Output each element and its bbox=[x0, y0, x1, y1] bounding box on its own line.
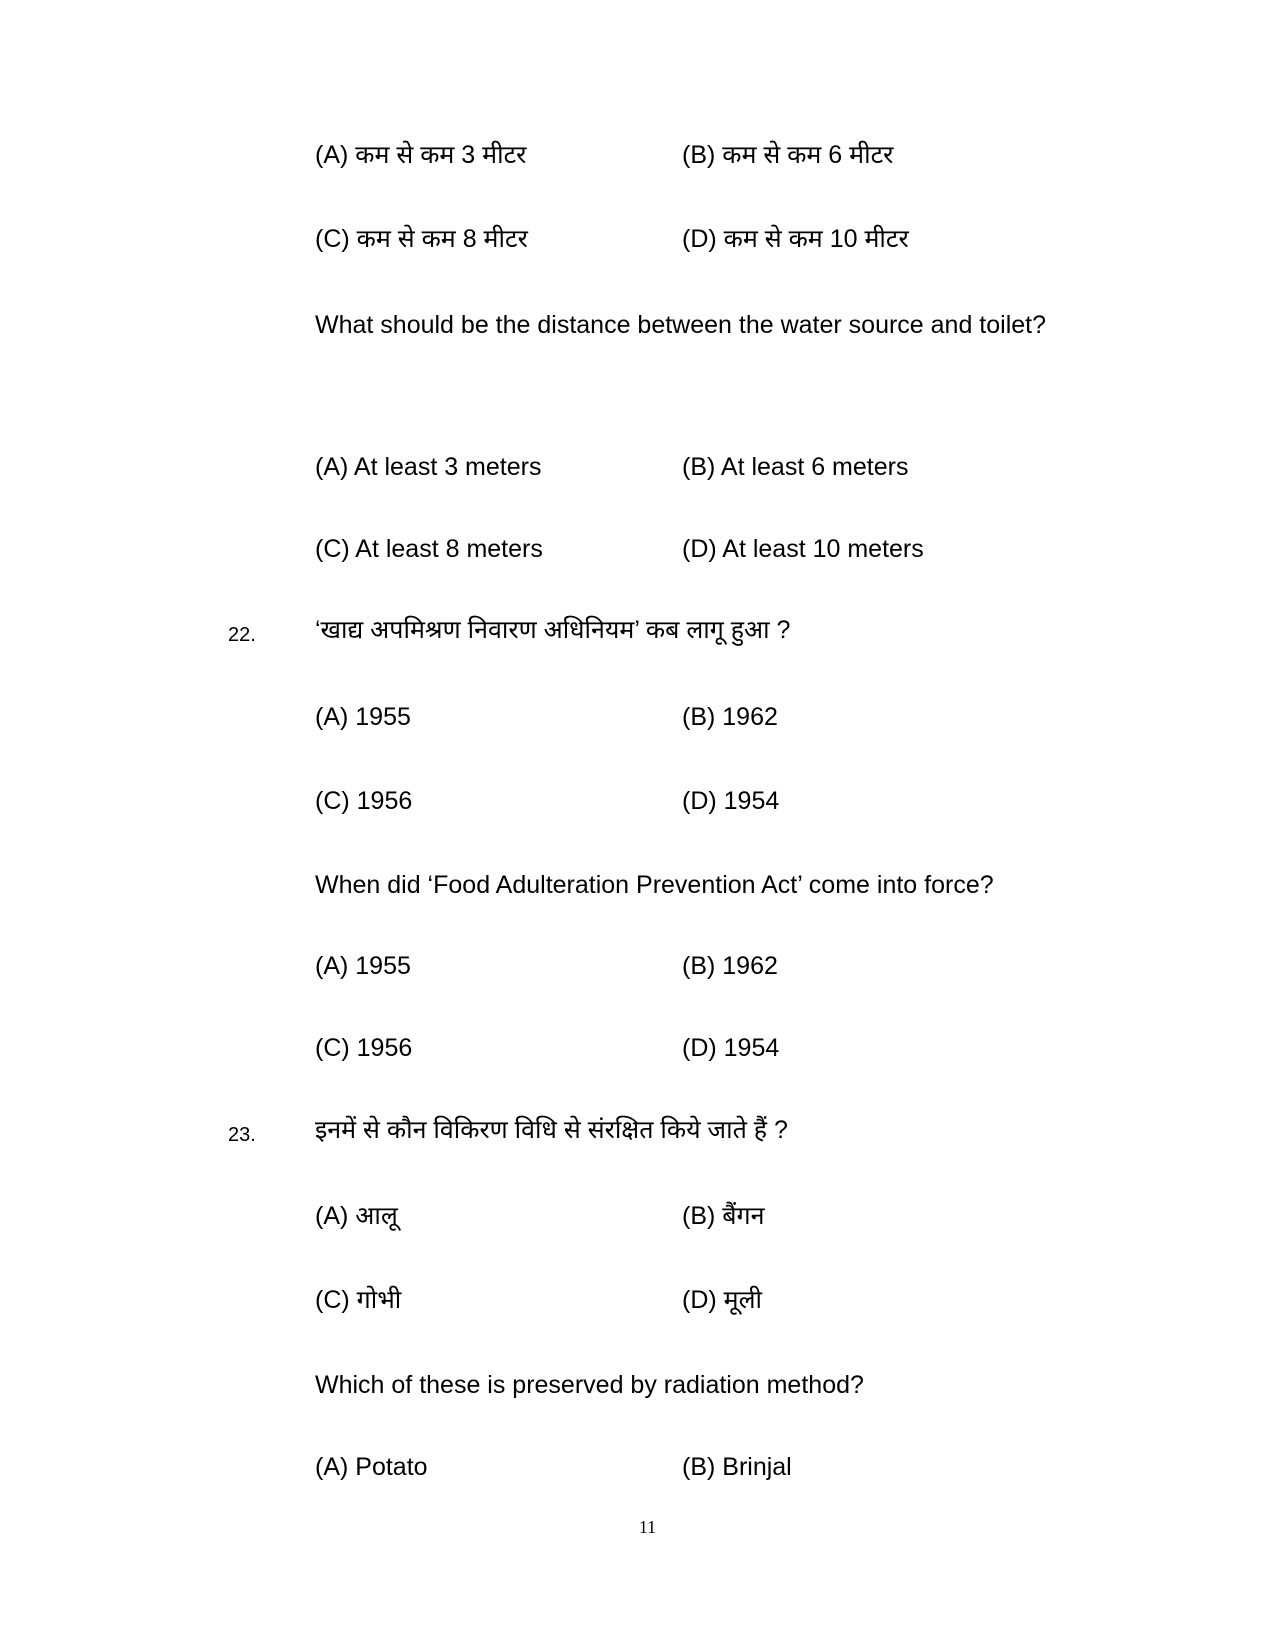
page-number: 11 bbox=[638, 1517, 657, 1537]
q23-number: 23. bbox=[228, 1124, 256, 1146]
q21-en-question: What should be the distance between the water source and toilet? bbox=[315, 311, 1047, 339]
q22-hi-option-d: (D) 1954 bbox=[682, 787, 780, 815]
q21-en-option-a: (A) At least 3 meters bbox=[315, 453, 542, 481]
q21-hi-option-c: (C) कम से कम 8 मीटर bbox=[315, 225, 528, 253]
q22-en-question: When did ‘Food Adulteration Prevention Act’ come into force? bbox=[315, 871, 994, 899]
q23-en-option-a: (A) Potato bbox=[315, 1453, 428, 1481]
q23-en-option-b: (B) Brinjal bbox=[682, 1453, 792, 1481]
q22-hi-option-b: (B) 1962 bbox=[682, 703, 778, 731]
q22-en-option-c: (C) 1956 bbox=[315, 1034, 413, 1062]
q22-en-option-b: (B) 1962 bbox=[682, 952, 778, 980]
q21-hi-option-b: (B) कम से कम 6 मीटर bbox=[682, 141, 894, 169]
q23-en-question: Which of these is preserved by radiation method? bbox=[315, 1371, 864, 1399]
q23-hi-option-b: (B) बैंगन bbox=[682, 1202, 765, 1230]
q21-en-option-b: (B) At least 6 meters bbox=[682, 453, 909, 481]
q23-hi-option-a: (A) आलू bbox=[315, 1202, 398, 1230]
q22-en-option-d: (D) 1954 bbox=[682, 1034, 780, 1062]
q21-en-option-d: (D) At least 10 meters bbox=[682, 535, 924, 563]
q23-hi-option-d: (D) मूली bbox=[682, 1286, 763, 1314]
q22-number: 22. bbox=[228, 624, 256, 646]
q23-hi-option-c: (C) गोभी bbox=[315, 1286, 402, 1314]
q22-hi-option-a: (A) 1955 bbox=[315, 703, 411, 731]
q21-hi-option-d: (D) कम से कम 10 मीटर bbox=[682, 225, 909, 253]
q21-en-option-c: (C) At least 8 meters bbox=[315, 535, 543, 563]
q23-hi-question: इनमें से कौन विकिरण विधि से संरक्षित किये जाते हैं ? bbox=[315, 1116, 788, 1144]
q22-en-option-a: (A) 1955 bbox=[315, 952, 411, 980]
q21-hi-option-a: (A) कम से कम 3 मीटर bbox=[315, 141, 527, 169]
q22-hi-question: ‘खाद्य अपमिश्रण निवारण अधिनियम’ कब लागू हुआ ? bbox=[315, 616, 791, 644]
q22-hi-option-c: (C) 1956 bbox=[315, 787, 413, 815]
